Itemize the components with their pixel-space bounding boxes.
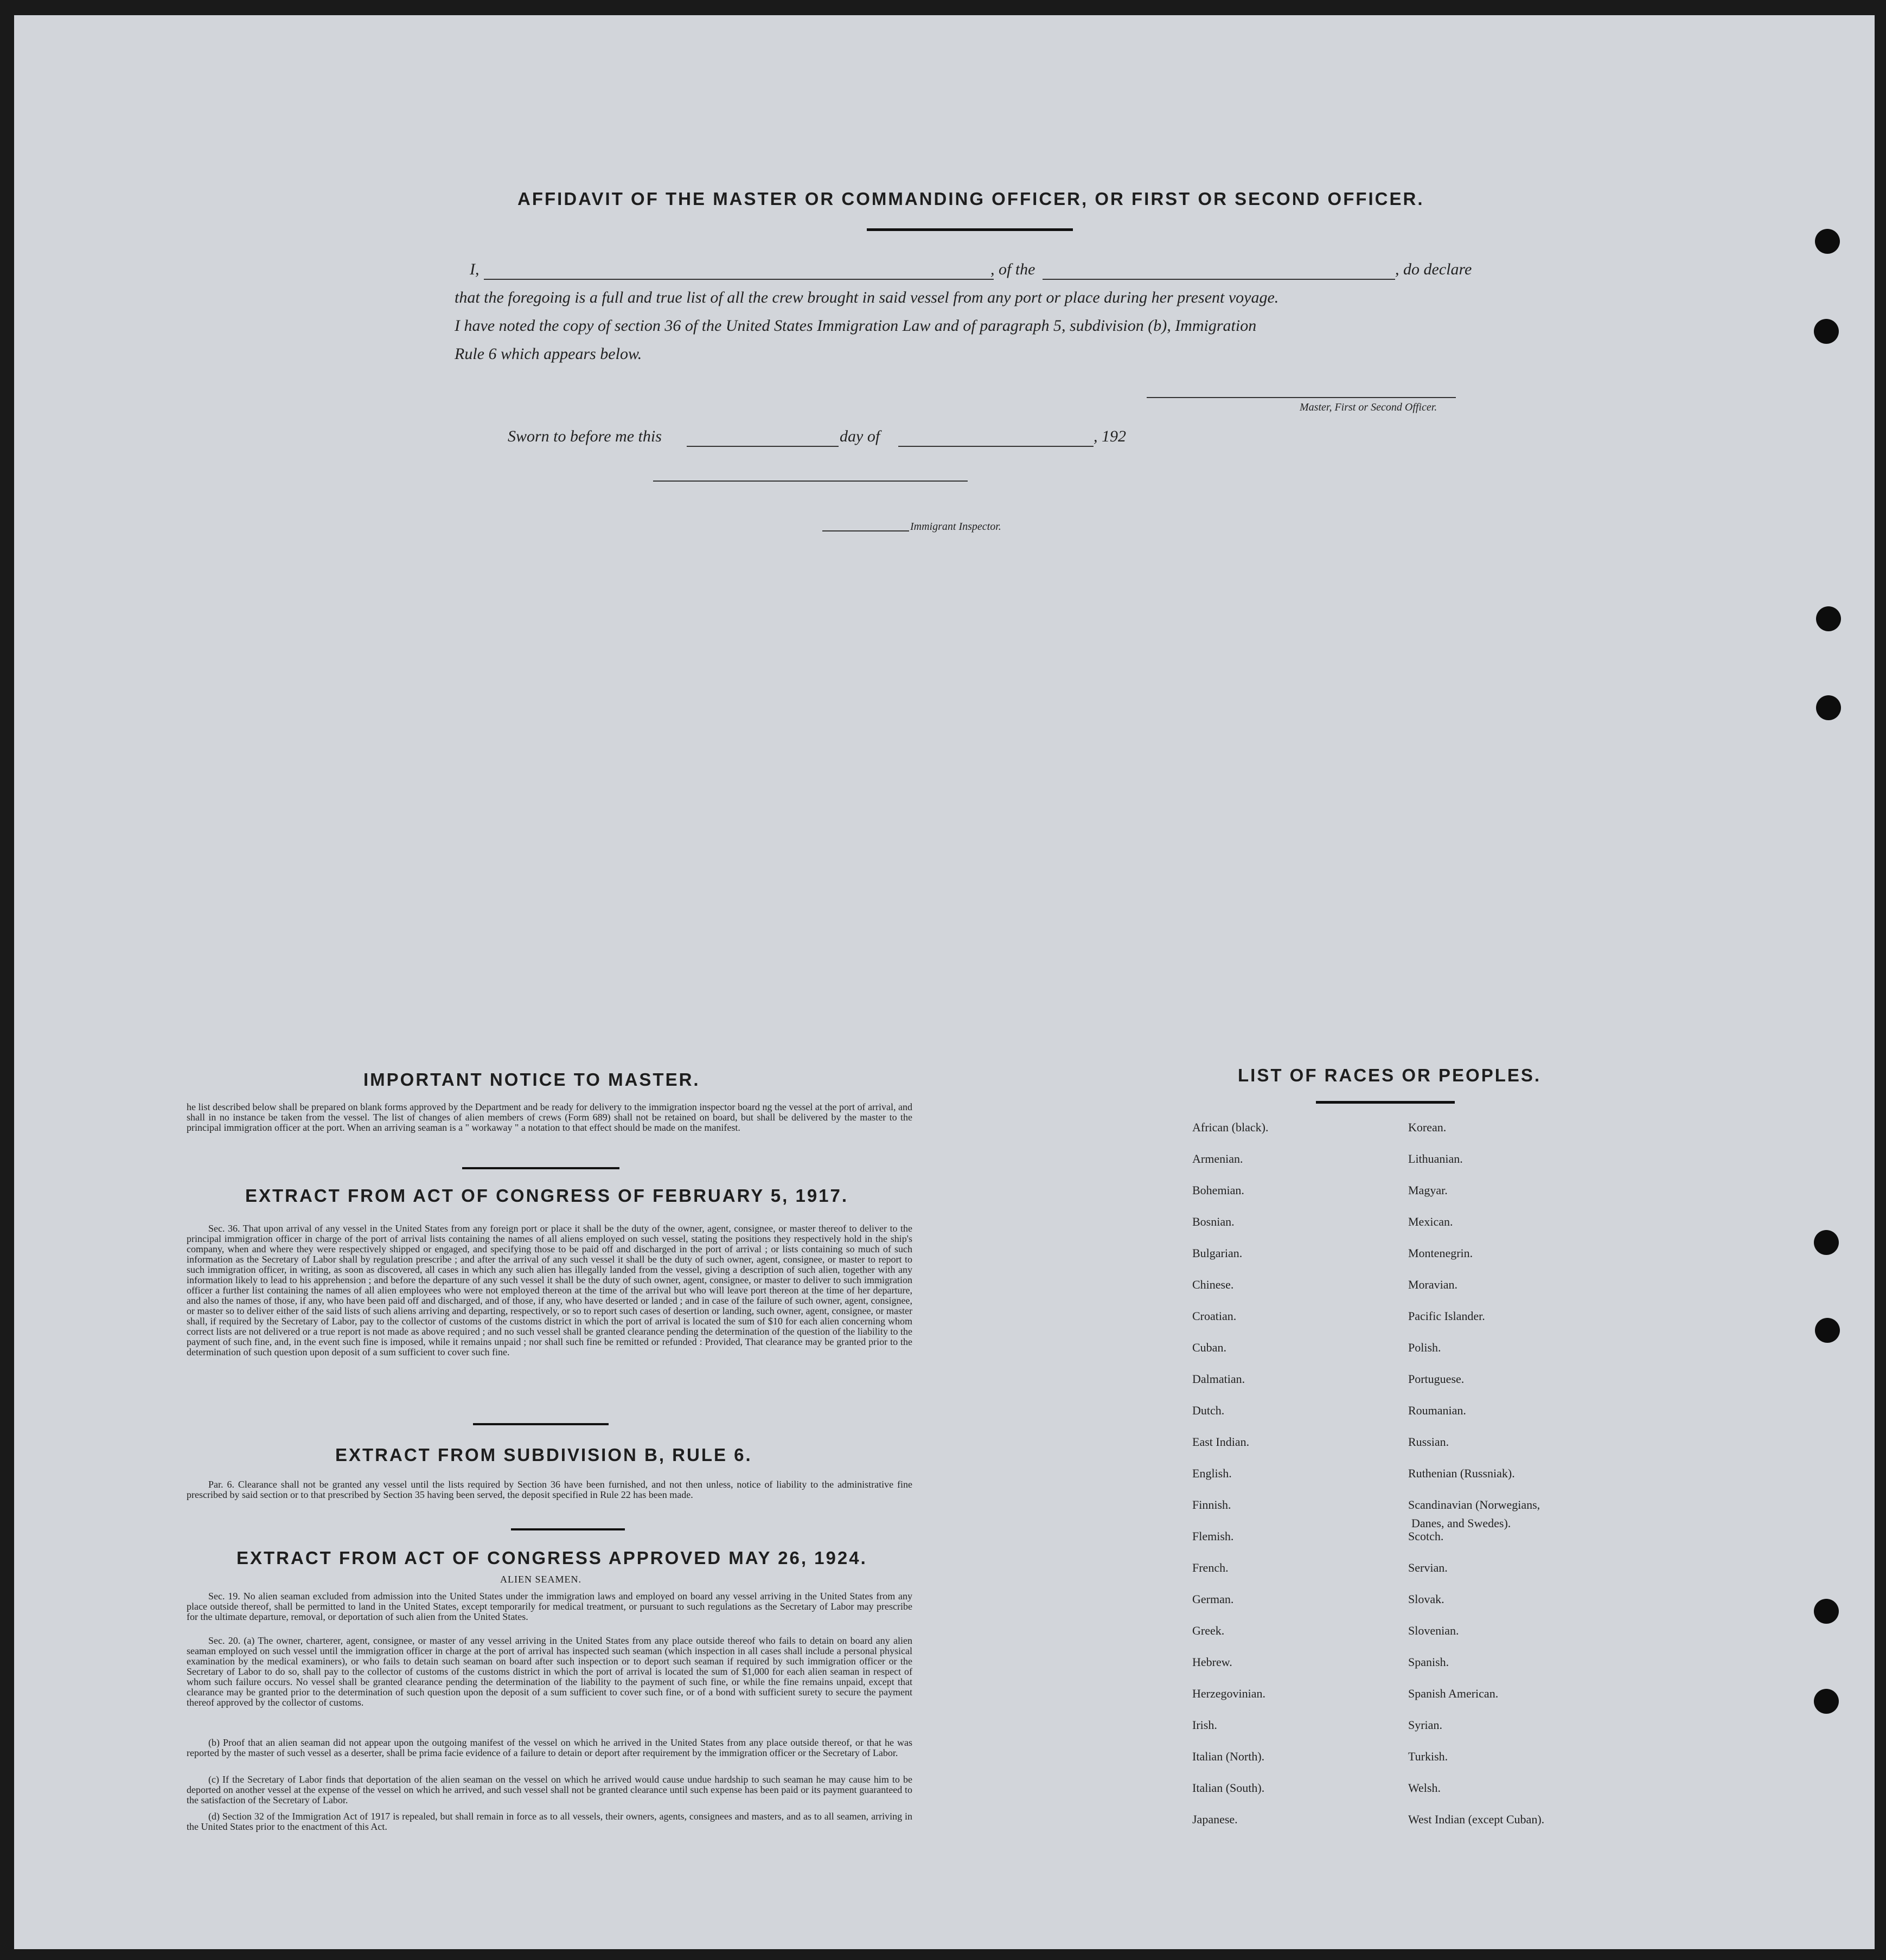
race-item: Magyar. bbox=[1408, 1183, 1448, 1197]
race-item: Flemish. bbox=[1192, 1529, 1234, 1543]
notice-title: IMPORTANT NOTICE TO MASTER. bbox=[363, 1069, 700, 1090]
race-item: Irish. bbox=[1192, 1718, 1217, 1732]
race-item: Japanese. bbox=[1192, 1812, 1238, 1826]
extract-rule6-rule bbox=[511, 1528, 625, 1530]
extract-1924-sec20d: (d) Section 32 of the Immigration Act of 1917 is repealed, but shall remain in force as to all vessels, their owners, agents, consignees and masters, and as to all seamen, arriving in the United States prior to the enactment of this Act. bbox=[187, 1811, 912, 1832]
day-of-label: day of bbox=[840, 427, 880, 445]
race-item: Syrian. bbox=[1408, 1718, 1442, 1732]
affidavit-title-rule bbox=[867, 228, 1073, 231]
inspector-leader-line bbox=[822, 530, 909, 531]
race-item: Cuban. bbox=[1192, 1341, 1226, 1354]
sworn-month-field[interactable] bbox=[898, 446, 1094, 447]
affidavit-declare-label: , do declare bbox=[1395, 260, 1472, 278]
extract-1924-sec20c: (c) If the Secretary of Labor finds that deportation of the alien seaman on the vessel on which he arrived would cause undue hardship to such seaman he may cause him to be deported on another vessel at the expense of the vessel on which he arrived, and such vessel shall not be granted clearance until such expense has been paid or its payment guaranteed to the satisfaction of the Secretary of Labor. bbox=[187, 1774, 912, 1805]
extract-rule6-body: Par. 6. Clearance shall not be granted any vessel until the lists required by Section 36 have been furnished, and not then unless, notice of liability to the administrative fine prescribed by said section or to that prescribed by Section 35 having been served, the deposit specified in Rule 22 has been made. bbox=[187, 1479, 912, 1500]
affidavit-line3: I have noted the copy of section 36 of the United States Immigration Law and of paragraph 5, subdivision (b), Immigration bbox=[455, 317, 1257, 335]
race-item: Lithuanian. bbox=[1408, 1152, 1463, 1165]
race-item: Chinese. bbox=[1192, 1278, 1234, 1291]
race-item: Spanish American. bbox=[1408, 1687, 1499, 1700]
race-item: Portuguese. bbox=[1408, 1372, 1465, 1386]
binder-hole bbox=[1814, 1599, 1839, 1624]
extract-1924-title: EXTRACT FROM ACT OF CONGRESS APPROVED MAY 26, 1924. bbox=[236, 1548, 867, 1568]
affidavit-line4: Rule 6 which appears below. bbox=[455, 345, 642, 363]
extract-rule6-title: EXTRACT FROM SUBDIVISION B, RULE 6. bbox=[335, 1445, 752, 1465]
race-item: Polish. bbox=[1408, 1341, 1441, 1354]
binder-hole bbox=[1815, 229, 1840, 254]
notice-rule bbox=[462, 1167, 619, 1169]
vessel-name-field[interactable] bbox=[1043, 279, 1395, 280]
race-item: Roumanian. bbox=[1408, 1404, 1466, 1417]
extract-1924-sec20a: Sec. 20. (a) The owner, charterer, agent, consignee, or master of any vessel arriving in the United States from any place outside thereof who fails to detain on board any alien seaman employed on such vessel until the immigration officer in charge at the port of arrival has inspected such seaman (which inspection in all cases shall include a personal physical examination by the medical examiners), or who fails to detain such seaman on board after such inspection or to deport such seaman if required by such immigration officer or the Secretary of Labor to do so, shall pay to the collector of customs of the customs district in which the port of arrival is located the sum of $1,000 for each alien seaman in respect of whom such failure occurs. No vessel shall be granted clearance pending the determination of the liability to the payment of such fine, or while the fine remains unpaid, except that clearance may be granted prior to the determination of such question upon the deposit of a sum sufficient to cover such fine, or of a bond with sufficient surety to secure the payment thereof approved by the collector of customs. bbox=[187, 1635, 912, 1708]
race-item: English. bbox=[1192, 1466, 1232, 1480]
extract-1924-subtitle: ALIEN SEAMEN. bbox=[500, 1574, 581, 1585]
race-item: Montenegrin. bbox=[1408, 1246, 1473, 1260]
race-item: East Indian. bbox=[1192, 1435, 1250, 1449]
notice-body: he list described below shall be prepared on blank forms approved by the Department and be ready for delivery to the immigration inspector board ng the vessel at the port of arrival, and shall in no instance be taken from the vessel. The list of changes of alien members of crews (Form 689) shall not be retained on board, but shall be delivered by the master to the principal immigration officer at the port. When an arriving seaman is a " workaway " a notation to that effect should be made on the manifest. bbox=[187, 1101, 912, 1133]
race-item: Mexican. bbox=[1408, 1215, 1453, 1228]
race-item: Scandinavian (Norwegians, bbox=[1408, 1498, 1540, 1511]
race-item-continuation: Danes, and Swedes). bbox=[1411, 1516, 1511, 1530]
race-item: Greek. bbox=[1192, 1624, 1225, 1637]
year-label: , 192 bbox=[1094, 427, 1126, 445]
affidavit-title: AFFIDAVIT OF THE MASTER OR COMMANDING OFFICER, OR FIRST OR SECOND OFFICER. bbox=[517, 189, 1424, 209]
binder-hole bbox=[1814, 1689, 1839, 1714]
race-item: Italian (North). bbox=[1192, 1750, 1265, 1763]
race-item: Croatian. bbox=[1192, 1309, 1237, 1323]
binder-hole bbox=[1814, 1230, 1839, 1255]
sworn-label: Sworn to before me this bbox=[508, 427, 662, 445]
inspector-signature-field[interactable] bbox=[653, 481, 968, 482]
extract-1917-rule bbox=[473, 1423, 609, 1425]
extract-1924-sec19: Sec. 19. No alien seaman excluded from admission into the United States under the immigration laws and employed on board any vessel arriving in the United States from any place outside thereof, shall be permitted to land in the United States, except temporarily for medical treatment, or pursuant to such regulations as the Secretary of Labor may prescribe for the ultimate departure, removal, or deportation of such alien from the United States. bbox=[187, 1591, 912, 1622]
race-item: Armenian. bbox=[1192, 1152, 1243, 1165]
inspector-caption: Immigrant Inspector. bbox=[910, 521, 1001, 533]
race-item: Servian. bbox=[1408, 1561, 1448, 1574]
races-title: LIST OF RACES OR PEOPLES. bbox=[1238, 1065, 1542, 1085]
race-item: Bohemian. bbox=[1192, 1183, 1244, 1197]
master-name-field[interactable] bbox=[484, 279, 994, 280]
race-item: Herzegovinian. bbox=[1192, 1687, 1265, 1700]
race-item: Dalmatian. bbox=[1192, 1372, 1245, 1386]
race-item: German. bbox=[1192, 1592, 1234, 1606]
race-item: Slovenian. bbox=[1408, 1624, 1459, 1637]
race-item: West Indian (except Cuban). bbox=[1408, 1812, 1545, 1826]
race-item: Moravian. bbox=[1408, 1278, 1458, 1291]
race-item: Scotch. bbox=[1408, 1529, 1444, 1543]
race-item: Bulgarian. bbox=[1192, 1246, 1243, 1260]
binder-hole bbox=[1816, 606, 1841, 631]
race-item: Russian. bbox=[1408, 1435, 1449, 1449]
master-signature-caption: Master, First or Second Officer. bbox=[1300, 401, 1437, 413]
affidavit-i-label: I, bbox=[470, 260, 480, 278]
race-item: Italian (South). bbox=[1192, 1781, 1265, 1795]
document-page bbox=[14, 15, 1875, 1949]
master-signature-field[interactable] bbox=[1147, 397, 1456, 398]
race-item: Hebrew. bbox=[1192, 1655, 1232, 1669]
extract-1917-body: Sec. 36. That upon arrival of any vessel in the United States from any foreign port or place it shall be the duty of the owner, agent, consignee, or master thereof to deliver to the principal immigration officer in charge of the port of arrival lists containing the names of all aliens employed on such vessel, stating the positions they respectively hold in the ship's company, when and where they were respectively shipped or engaged, and specifying those to be paid off and discharged in the port of arrival ; or lists containing so much of such information as the Secretary of Labor shall by regulation prescribe ; and after the arrival of any such vessel it shall be the duty of such owner, agent, consignee, or master to report to such immigration officer, in writing, as soon as discovered, all cases in which any such alien has illegally landed from the vessel, giving a description of such alien, together with any information likely to lead to his apprehension ; and before the departure of any such vessel it shall be the duty of such owner, agent, consignee, or master to deliver to such immigration officer a further list containing the names of all alien employees who were not employed thereon at the time of the arrival but who will leave port thereon at the time of her departure, and also the names of those, if any, who have been paid off and discharged, and of those, if any, who have deserted or landed ; and in case of the failure of such owner, agent, consignee, or master so to deliver either of the said lists of such aliens arriving and departing, respectively, or so to report such cases of desertion or landing, such owner, agent, consignee, or master shall, if required by the Secretary of Labor, pay to the collector of customs of the customs district in which the port of arrival is located the sum of $10 for each alien concerning whom correct lists are not delivered or a true report is not made as above required ; and no such vessel shall be granted clearance pending the determination of the question of the liability to the payment of such fine, and, in the event such fine is imposed, while it remains unpaid ; nor shall such fine be remitted or refunded : Provided, That clearance may be granted prior to the determination of such question upon deposit of a sum sufficient to cover such fine. bbox=[187, 1223, 912, 1357]
race-item: African (black). bbox=[1192, 1120, 1269, 1134]
affidavit-line2: that the foregoing is a full and true list of all the crew brought in said vessel from any port or place during her present voyage. bbox=[455, 289, 1279, 306]
binder-hole bbox=[1814, 319, 1839, 344]
race-item: Spanish. bbox=[1408, 1655, 1449, 1669]
race-item: Ruthenian (Russniak). bbox=[1408, 1466, 1515, 1480]
extract-1917-title: EXTRACT FROM ACT OF CONGRESS OF FEBRUARY 5, 1917. bbox=[245, 1186, 849, 1206]
race-item: Bosnian. bbox=[1192, 1215, 1235, 1228]
binder-hole bbox=[1815, 1318, 1840, 1343]
race-item: Slovak. bbox=[1408, 1592, 1444, 1606]
sworn-day-field[interactable] bbox=[687, 446, 839, 447]
race-item: Welsh. bbox=[1408, 1781, 1441, 1795]
race-item: Finnish. bbox=[1192, 1498, 1231, 1511]
races-title-rule bbox=[1316, 1101, 1455, 1104]
race-item: Pacific Islander. bbox=[1408, 1309, 1485, 1323]
race-item: French. bbox=[1192, 1561, 1229, 1574]
affidavit-of-label: , of the bbox=[990, 260, 1035, 278]
race-item: Korean. bbox=[1408, 1120, 1447, 1134]
race-item: Turkish. bbox=[1408, 1750, 1448, 1763]
extract-1924-sec20b: (b) Proof that an alien seaman did not appear upon the outgoing manifest of the vessel on which he arrived in the United States from any place outside thereof, or that he was reported by the master of such vessel as a deserter, shall be prima facie evidence of a failure to detain or deport after requirement by the immigration officer or the Secretary of Labor. bbox=[187, 1737, 912, 1758]
binder-hole bbox=[1816, 695, 1841, 720]
race-item: Dutch. bbox=[1192, 1404, 1225, 1417]
